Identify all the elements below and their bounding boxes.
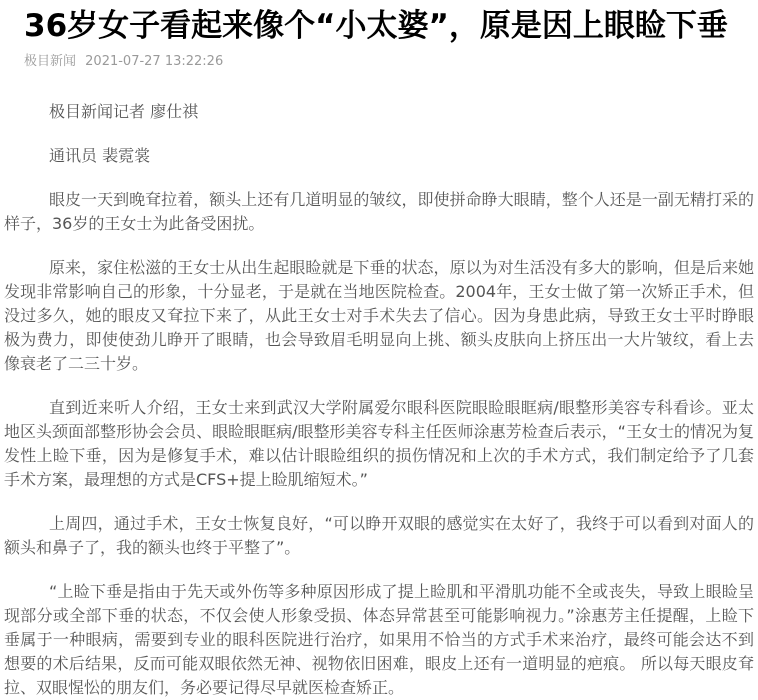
page-title: 36岁女子看起来像个“小太婆”，原是因上眼睑下垂 [24, 8, 728, 44]
byline [24, 54, 734, 70]
source-name: 极目新闻 [24, 54, 77, 69]
article-paragraph: 原来，家住松滋的王女士从出生起眼睑就是下垂的状态，原以为对生活没有多大的影响，但是后来她发现非常影响自己的形象，十分显老，于是就在当地医院检查。2004年，王女士做了第一次矫正手术，但没过多久，她的眼皮又耷拉下来了，从此王女士对手术失去了信心。因为身患此病，导致王女士平时睁眼极为费力，即使使劲儿睁开了眼睛，也会导致眉毛明显向上挑、额头皮肤向上挤压出一大片皱纹，看上去像衰老了二三十岁。 [4, 258, 754, 373]
article-paragraph: 通讯员 裴霓裳 [49, 146, 151, 165]
publish-timestamp: 2021-07-27 13:22:26 [85, 54, 224, 69]
article-paragraph: 直到近来听人介绍，王女士来到武汉大学附属爱尔眼科医院眼睑眼眶病/眼整形美容专科看诊。亚太地区头颈面部整形协会会员、眼睑眼眶病/眼整形美容专科主任医师涂惠芳检查后表示，“王女士的情况为复发性上睑下垂，因为是修复手术，难以估计眼睑组织的损伤情况和上次的手术方式，我们制定给予了几套手术方案，最理想的方式是CFS+提上睑肌缩短术。” [4, 398, 754, 489]
article-paragraph: 上周四，通过手术，王女士恢复良好，“可以睁开双眼的感觉实在太好了，我终于可以看到对面人的额头和鼻子了，我的额头也终于平整了”。 [4, 514, 754, 557]
article-body [4, 100, 754, 700]
article-paragraph: 眼皮一天到晚耷拉着，额头上还有几道明显的皱纹，即使拼命睁大眼睛，整个人还是一副无精打采的样子，36岁的王女士为此备受困扰。 [4, 190, 754, 233]
article-paragraph: 极目新闻记者 廖仕祺 [49, 102, 199, 121]
article-paragraph: “上睑下垂是指由于先天或外伤等多种原因形成了提上睑肌和平滑肌功能不全或丧失，导致上眼睑呈现部分或全部下垂的状态，不仅会使人形象受损、体态异常甚至可能影响视力。”涂惠芳主任提醒，上睑下垂属于一种眼病，需要到专业的眼科医院进行治疗，如果用不恰当的方式手术来治疗，最终可能会达不到想要的术后结果，反而可能双眼依然无神、视物依旧困难，眼皮上还有一道明显的疤痕。 所以每天眼皮耷拉、双眼惺忪的朋友们，务必要记得尽早就医检查矫正。 [4, 582, 754, 697]
